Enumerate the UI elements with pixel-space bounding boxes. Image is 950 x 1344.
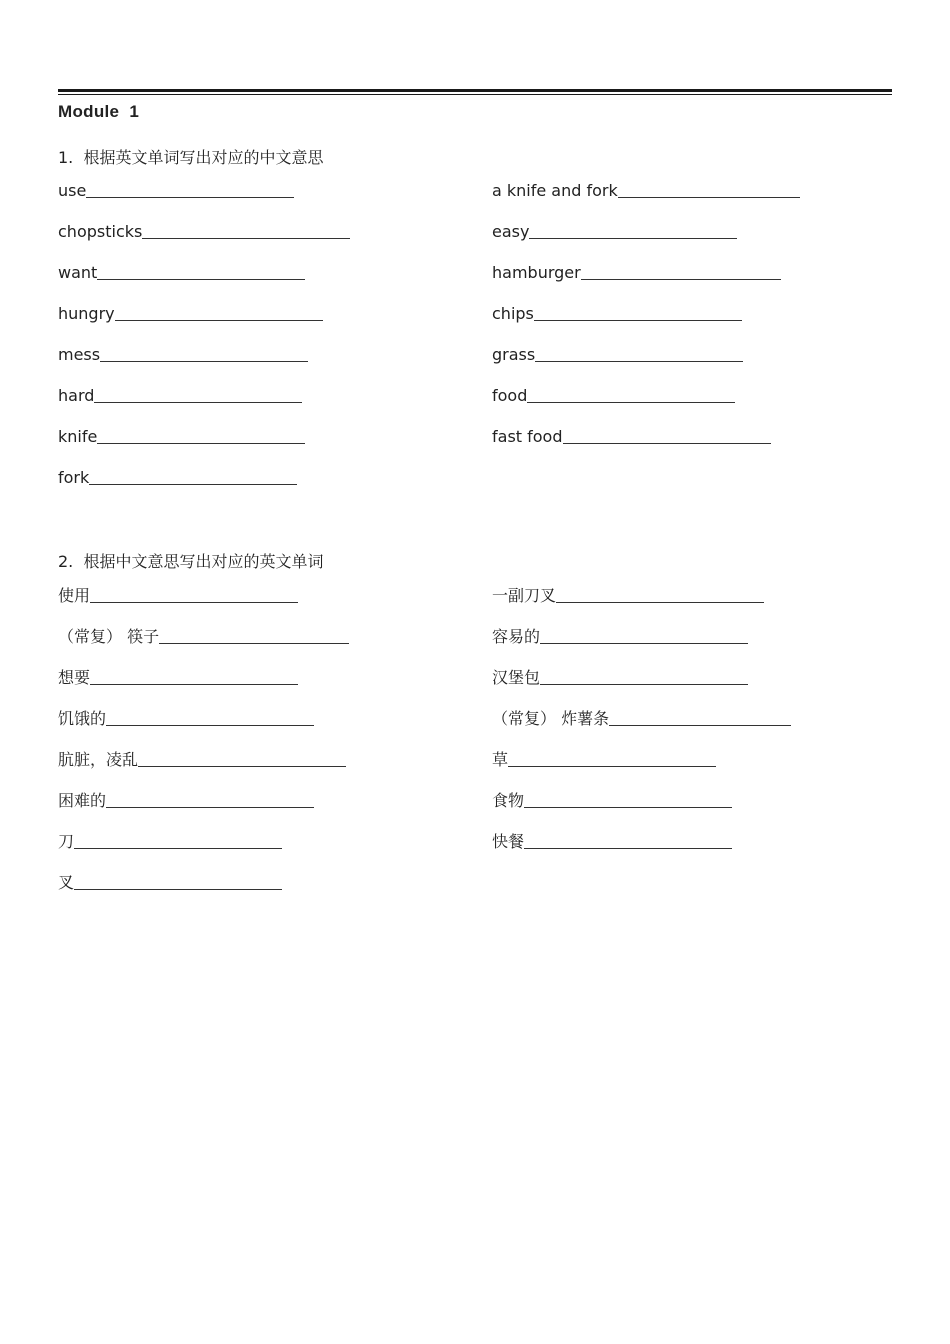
answer-blank[interactable] [97, 279, 305, 280]
answer-blank[interactable] [540, 684, 748, 685]
exercise-item [492, 576, 892, 617]
item-prompt: fork [58, 468, 90, 487]
exercise-item [58, 863, 492, 904]
exercise-item [58, 822, 492, 863]
item-prompt: 使用 [58, 586, 91, 605]
item-prompt: 草 [492, 750, 509, 769]
answer-blank[interactable] [563, 443, 771, 444]
item-prompt: chopsticks [58, 222, 143, 241]
item-prompt: hard [58, 386, 95, 405]
section-1-heading: 1. 根据英文单词写出对应的中文意思 [58, 148, 324, 167]
exercise-item [58, 253, 492, 294]
answer-blank[interactable] [581, 279, 781, 280]
exercise-item [58, 740, 492, 781]
answer-blank[interactable] [609, 725, 791, 726]
empty-cell [492, 863, 892, 904]
item-prompt: 食物 [492, 791, 525, 810]
item-prompt: grass [492, 345, 536, 364]
exercise-item [58, 376, 492, 417]
exercise-item [58, 576, 492, 617]
exercise-item [58, 417, 492, 458]
exercise-item [492, 171, 892, 212]
item-prompt: 汉堡包 [492, 668, 541, 687]
item-prompt: mess [58, 345, 101, 364]
answer-blank[interactable] [97, 443, 305, 444]
section-1-exercise-list [58, 171, 892, 499]
section-2-exercise-list [58, 576, 892, 904]
item-prompt: （常复） 筷子 [58, 627, 160, 646]
item-prompt: 困难的 [58, 791, 107, 810]
header-rule [58, 89, 892, 95]
item-prompt: 刀 [58, 832, 75, 851]
answer-blank[interactable] [106, 725, 314, 726]
item-prompt: 快餐 [492, 832, 525, 851]
empty-cell [492, 458, 892, 499]
answer-blank[interactable] [529, 238, 737, 239]
answer-blank[interactable] [106, 807, 314, 808]
exercise-item [58, 294, 492, 335]
item-prompt: hamburger [492, 263, 581, 282]
item-prompt: 想要 [58, 668, 91, 687]
exercise-item [58, 335, 492, 376]
item-prompt: knife [58, 427, 98, 446]
item-prompt: want [58, 263, 98, 282]
item-prompt: 叉 [58, 873, 75, 892]
exercise-item [492, 253, 892, 294]
answer-blank[interactable] [138, 766, 346, 767]
item-prompt: easy [492, 222, 530, 241]
answer-blank[interactable] [90, 602, 298, 603]
exercise-item [58, 171, 492, 212]
answer-blank[interactable] [86, 197, 294, 198]
answer-blank[interactable] [535, 361, 743, 362]
exercise-item [492, 781, 892, 822]
exercise-item [492, 699, 892, 740]
answer-blank[interactable] [524, 848, 732, 849]
exercise-item [492, 740, 892, 781]
answer-blank[interactable] [142, 238, 350, 239]
exercise-item [58, 658, 492, 699]
module-title: Module 1 [58, 102, 140, 121]
exercise-item [492, 212, 892, 253]
answer-blank[interactable] [556, 602, 764, 603]
answer-blank[interactable] [115, 320, 323, 321]
answer-blank[interactable] [74, 889, 282, 890]
answer-blank[interactable] [508, 766, 716, 767]
item-prompt: chips [492, 304, 534, 323]
item-prompt: fast food [492, 427, 563, 446]
item-prompt: hungry [58, 304, 115, 323]
exercise-item [492, 617, 892, 658]
item-prompt: 一副刀叉 [492, 586, 557, 605]
item-prompt: （常复） 炸薯条 [492, 709, 610, 728]
item-prompt: 肮脏，凌乱 [58, 750, 139, 769]
exercise-item [492, 658, 892, 699]
answer-blank[interactable] [524, 807, 732, 808]
exercise-item [58, 212, 492, 253]
answer-blank[interactable] [159, 643, 349, 644]
exercise-item [492, 376, 892, 417]
exercise-item [492, 417, 892, 458]
item-prompt: 容易的 [492, 627, 541, 646]
answer-blank[interactable] [74, 848, 282, 849]
exercise-item [492, 294, 892, 335]
answer-blank[interactable] [89, 484, 297, 485]
exercise-item [58, 617, 492, 658]
item-prompt: 饥饿的 [58, 709, 107, 728]
answer-blank[interactable] [90, 684, 298, 685]
answer-blank[interactable] [618, 197, 800, 198]
exercise-item [58, 458, 492, 499]
section-2-heading: 2. 根据中文意思写出对应的英文单词 [58, 552, 324, 571]
item-prompt: use [58, 181, 87, 200]
item-prompt: a knife and fork [492, 181, 618, 200]
answer-blank[interactable] [100, 361, 308, 362]
answer-blank[interactable] [94, 402, 302, 403]
answer-blank[interactable] [540, 643, 748, 644]
exercise-item [492, 822, 892, 863]
exercise-item [58, 699, 492, 740]
item-prompt: food [492, 386, 528, 405]
exercise-item [492, 335, 892, 376]
exercise-item [58, 781, 492, 822]
answer-blank[interactable] [527, 402, 735, 403]
answer-blank[interactable] [534, 320, 742, 321]
